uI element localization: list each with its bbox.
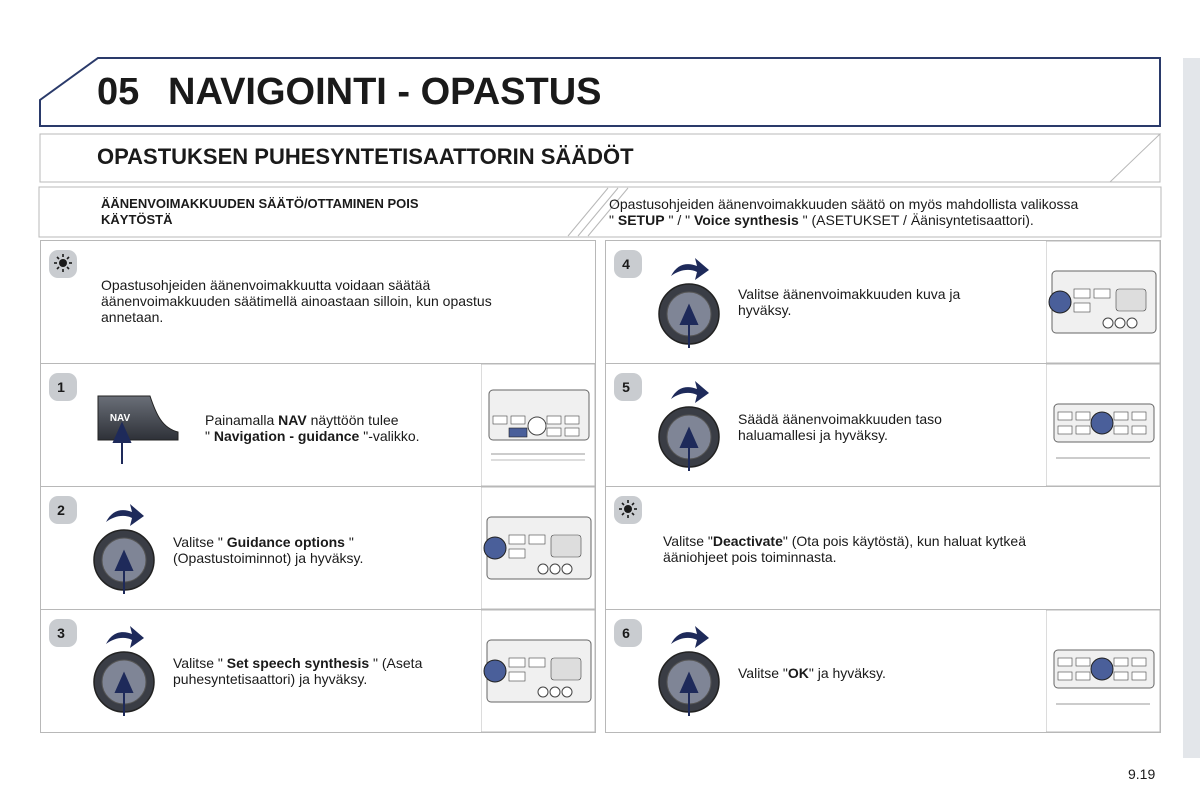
step1-line1: Painamalla NAV näyttöön tulee <box>205 412 399 428</box>
subheader-left-title-1: ÄÄNENVOIMAKKUUDEN SÄÄTÖ/OTTAMINEN POIS <box>101 196 419 211</box>
page-edge-strip <box>1183 58 1200 758</box>
subheader-right-line1: Opastusohjeiden äänenvoimakkuuden säätö on myös mahdollista valikossa <box>609 196 1079 212</box>
radio-panel-image <box>1046 364 1160 486</box>
tip-lightbulb-icon <box>48 249 78 279</box>
tip-left-line2: äänenvoimakkuuden säätimellä ainoastaan silloin, kun opastus <box>101 293 492 309</box>
tip-right-line2: ääniohjeet pois toiminnasta. <box>663 549 837 565</box>
chapter-number: 05 <box>97 71 140 113</box>
subheader-left-title-2: KÄYTÖSTÄ <box>101 212 173 227</box>
step6-line1: Valitse "OK" ja hyväksy. <box>738 665 886 681</box>
chapter-title: NAVIGOINTI - OPASTUS <box>168 71 602 113</box>
section-title: OPASTUKSEN PUHESYNTETISAATTORIN SÄÄDÖT <box>97 144 634 169</box>
tip-lightbulb-icon <box>613 495 643 525</box>
rotary-knob-icon <box>88 500 160 596</box>
step1-line2: " Navigation - guidance "-valikko. <box>205 428 420 444</box>
step3-line2: puhesyntetisaattori) ja hyväksy. <box>173 671 368 687</box>
svg-text:6: 6 <box>622 625 630 641</box>
radio-panel-image <box>481 610 595 732</box>
svg-text:4: 4 <box>622 256 630 272</box>
rotary-knob-icon <box>653 377 725 473</box>
divider <box>605 486 1161 487</box>
rotary-knob-icon <box>88 622 160 718</box>
tip-left-line1: Opastusohjeiden äänenvoimakkuutta voidaan säätää <box>101 277 431 293</box>
rotary-knob-icon <box>653 622 725 718</box>
radio-panel-image <box>1046 610 1160 732</box>
page-number: 9.19 <box>1128 766 1156 782</box>
svg-text:5: 5 <box>622 379 630 395</box>
step-number-badge <box>613 372 643 402</box>
step5-line2: haluamallesi ja hyväksy. <box>738 427 888 443</box>
step-number-badge <box>48 618 78 648</box>
step-number-badge <box>48 495 78 525</box>
svg-text:2: 2 <box>57 502 65 518</box>
radio-panel-image <box>1046 241 1160 363</box>
step-number-badge <box>48 372 78 402</box>
step5-line1: Säädä äänenvoimakkuuden taso <box>738 411 942 427</box>
step2-line1: Valitse " Guidance options " <box>173 534 354 550</box>
step4-line2: hyväksy. <box>738 302 792 318</box>
tip-right-line1: Valitse "Deactivate" (Ota pois käytöstä), kun haluat kytkeä <box>663 533 1026 549</box>
svg-text:1: 1 <box>57 379 65 395</box>
step-number-badge <box>613 249 643 279</box>
radio-panel-image <box>481 487 595 609</box>
step3-line1: Valitse " Set speech synthesis " (Aseta <box>173 655 423 671</box>
svg-text:3: 3 <box>57 625 65 641</box>
radio-panel-image <box>481 364 595 486</box>
svg-text:NAV: NAV <box>109 413 131 424</box>
step-number-badge <box>613 618 643 648</box>
rotary-knob-icon <box>653 254 725 350</box>
tip-left-line3: annetaan. <box>101 309 164 325</box>
step4-line1: Valitse äänenvoimakkuuden kuva ja <box>738 286 961 302</box>
step2-line2: (Opastustoiminnot) ja hyväksy. <box>173 550 364 566</box>
subheader-right-line2: " SETUP " / " Voice synthesis " (ASETUKSET / Äänisyntetisaattori). <box>609 212 1034 228</box>
nav-button-icon <box>92 394 182 466</box>
